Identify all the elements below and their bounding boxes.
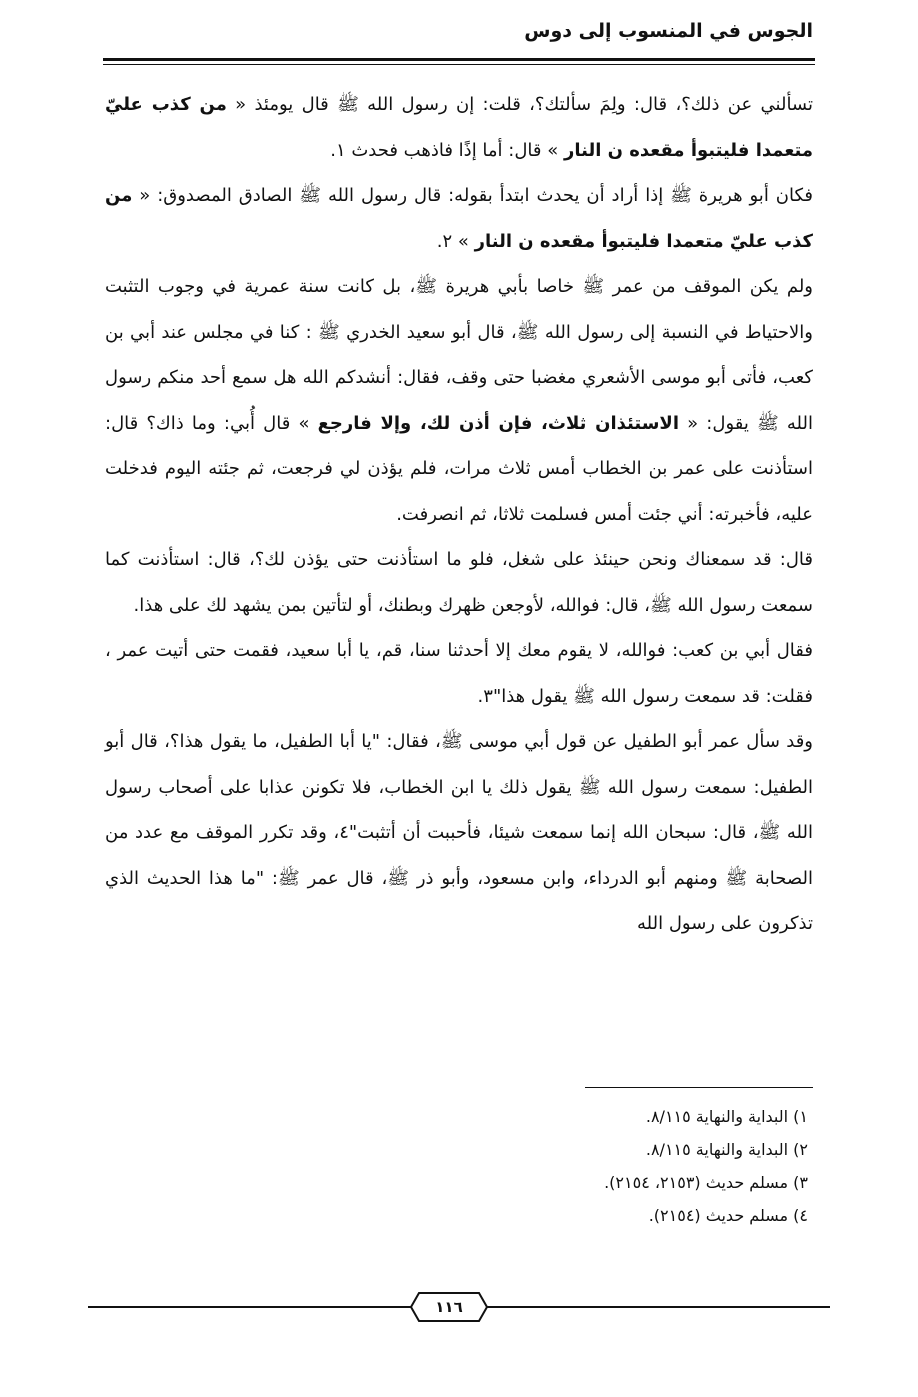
text-run: » ٢. (436, 230, 475, 252)
paragraph-5 (105, 628, 813, 719)
text-run: تسألني عن ذلك؟، قال: ولِمَ سألتك؟، قلت: إن رسول الله ﷺ قال يومئذ « (226, 94, 813, 115)
body-text (105, 82, 813, 947)
quoted-hadith: الاستئذان ثلاث، فإن أذن لك، وإلا فارجع (317, 412, 679, 434)
footnote-2: ٢) البداية والنهاية ٨/١١٥. (645, 1140, 808, 1159)
header-rule-thin (103, 64, 815, 65)
footnote-1: ١) البداية والنهاية ٨/١١٥. (645, 1107, 808, 1126)
text-run: قال: قد سمعناك ونحن حينئذ على شغل، فلو ما استأذنت حتى يؤذن لك؟، قال: استأذنت كما سمعت رسول الله ﷺ، قال: فوالله، لأوجعن ظهرك وبطنك، أو لتأتين بمن يشهد لك على هذا. (105, 549, 813, 616)
text-run: فكان أبو هريرة ﷺ إذا أراد أن يحدث ابتدأ بقوله: قال رسول الله ﷺ الصادق المصدوق: « (132, 185, 813, 206)
paragraph-6 (105, 719, 813, 947)
footnote-4: ٤) مسلم حديث (٢١٥٤). (648, 1206, 808, 1225)
paragraph-2 (105, 173, 813, 264)
header-rule (103, 58, 815, 61)
text-run: » قال: أما إذًا فاذهب فحدث ١. (330, 139, 564, 161)
page-number-badge (409, 1291, 489, 1323)
running-header: الجوس في المنسوب إلى دوس (524, 20, 813, 42)
paragraph-4 (105, 537, 813, 628)
footnotes (308, 1100, 808, 1232)
footnote-3: ٣) مسلم حديث (٢١٥٣، ٢١٥٤). (604, 1173, 808, 1192)
text-run: ولم يكن الموقف من عمر ﷺ خاصا بأبي هريرة ﷺ، بل كانت سنة عمرية في وجوب التثبت والاحتياط في النسبة إلى رسول الله ﷺ، قال أبو سعيد الخدري ﷺ : كنا في مجلس عند أبي بن كعب، فأتى أبو موسى الأشعري مغضبا حتى وقف، فقال: أنشدكم الله هل سمع أحد منكم رسول الله ﷺ يقول: « (105, 276, 814, 434)
text-run: فقال أبي بن كعب: فوالله، لا يقوم معك إلا أحدثنا سنا، قم، يا أبا سعيد، فقمت حتى أتيت عمر ، فقلت: قد سمعت رسول الله ﷺ يقول هذا"٣. (105, 640, 813, 707)
quoted-hadith: من كذب عليّ متعمدا فليتبوأ مقعده ن النار (105, 185, 813, 252)
quoted-hadith: من كذب عليّ متعمدا فليتبوأ مقعده ن النار (105, 94, 813, 161)
paragraph-1 (105, 82, 813, 173)
footnote-separator (585, 1087, 813, 1088)
paragraph-3 (105, 264, 813, 537)
text-run: وقد سأل عمر أبو الطفيل عن قول أبي موسى ﷺ، فقال: "يا أبا الطفيل، ما يقول هذا؟، قال أبو الطفيل: سمعت رسول الله ﷺ يقول ذلك يا ابن الخطاب، فلا تكونن عذابا على أصحاب رسول الله ﷺ، قال: سبحان الله إنما سمعت شيئا، فأحببت أن أتثبت"٤، وقد تكرر الموقف مع عدد من الصحابة ﷺ ومنهم أبو الدرداء، وابن مسعود، وأبو ذر ﷺ، قال عمر ﷺ: "ما هذا الحديث الذي تذكرون على رسول الله (105, 731, 813, 934)
page-number: ١١٦ (435, 1298, 463, 1316)
text-run: » قال أُبي: وما ذاك؟ قال: استأذنت على عمر بن الخطاب أمس ثلاث مرات، فلم يؤذن لي فرجعت، ثم جئته اليوم فدخلت عليه، فأخبرته: أني جئت أمس فسلمت ثلاثا، ثم انصرفت. (105, 412, 813, 525)
